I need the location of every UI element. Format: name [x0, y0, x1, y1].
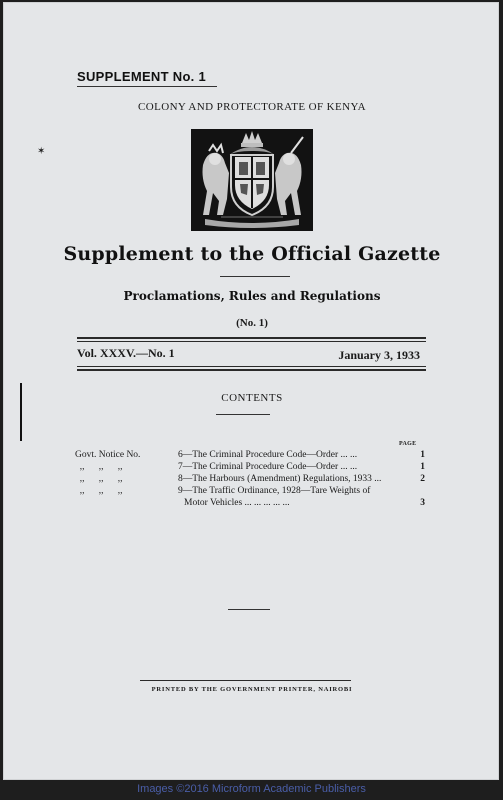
end-rule: [228, 609, 270, 610]
printer-rule: [140, 680, 351, 681]
entry-title: 9—The Traffic Ordinance, 1928—Tare Weights of: [178, 486, 371, 496]
contents-entry: [75, 461, 425, 473]
entry-title: 8—The Harbours (Amendment) Regulations, 1933 ...: [178, 474, 382, 484]
supplement-number: (No. 1): [236, 317, 268, 329]
entry-prefix: Govt. Notice No.: [75, 450, 141, 460]
supplement-underline: [77, 86, 217, 87]
entry-page: 1: [420, 450, 425, 460]
printer-credit: PRINTED BY THE GOVERNMENT PRINTER, NAIROBI: [151, 686, 353, 693]
header-rule-bottom: [77, 369, 426, 371]
contents-heading: CONTENTS: [221, 392, 283, 404]
entry-prefix: ,, ,, ,,: [75, 474, 123, 484]
copyright-watermark: Images ©2016 Microform Academic Publishers: [137, 783, 366, 795]
header-rule-top: [77, 337, 426, 339]
royal-coat-of-arms: [191, 129, 313, 231]
entry-prefix: ,, ,, ,,: [75, 462, 123, 472]
header-rule-top-thin: [77, 341, 426, 342]
contents-entry: [75, 449, 425, 461]
header-rule-bottom-thin: [77, 366, 426, 367]
title-rule: [220, 276, 290, 277]
contents-entry: [75, 473, 425, 485]
volume-number: Vol. XXXV.—No. 1: [77, 346, 175, 360]
entry-prefix: ,, ,, ,,: [75, 486, 123, 496]
contents-entry: [75, 485, 425, 509]
entry-title-continued: Motor Vehicles ... ... ... ... ...: [184, 498, 290, 508]
page-column-header: PAGE: [399, 441, 417, 447]
gazette-title: Supplement to the Official Gazette: [63, 243, 441, 265]
entry-title: 6—The Criminal Procedure Code—Order ... ...: [178, 450, 358, 460]
gazette-page: [3, 2, 499, 780]
ink-speck: ✶: [37, 146, 46, 157]
issue-date: January 3, 1933: [338, 348, 420, 362]
gazette-subtitle: Proclamations, Rules and Regulations: [123, 289, 381, 303]
entry-title: 7—The Criminal Procedure Code—Order ... ...: [178, 462, 358, 472]
supplement-label: SUPPLEMENT No. 1: [77, 69, 207, 84]
entry-page: 1: [420, 462, 425, 472]
contents-rule: [216, 414, 270, 415]
entry-page: 3: [420, 498, 425, 508]
colony-heading: COLONY AND PROTECTORATE OF KENYA: [138, 101, 366, 113]
entry-page: 2: [420, 474, 425, 484]
